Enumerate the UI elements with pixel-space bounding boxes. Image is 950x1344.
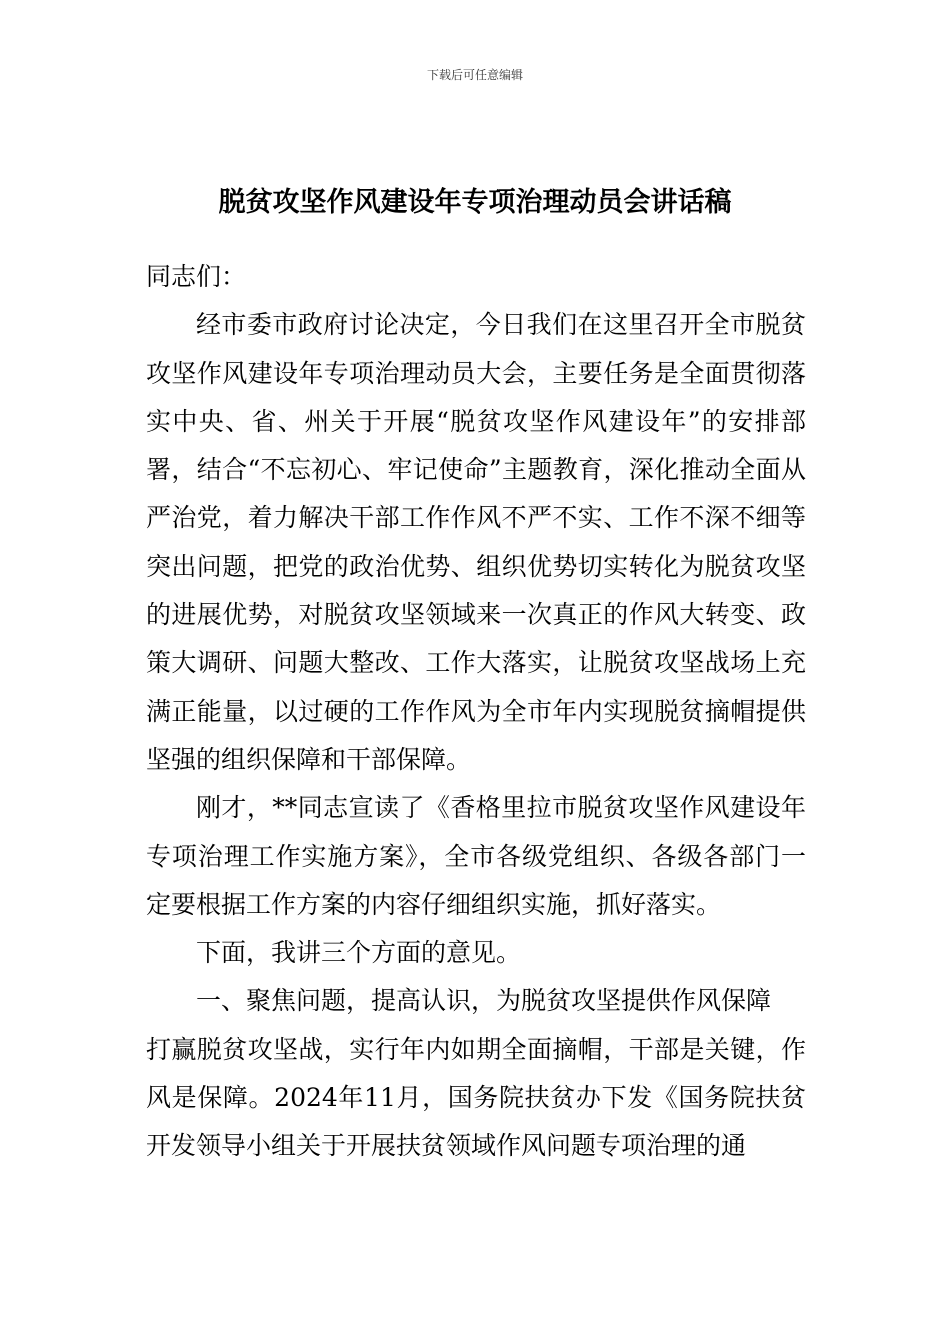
section-heading-1: 一、聚焦问题，提高认识，为脱贫攻坚提供作风保障 (196, 986, 772, 1016)
paragraph-section-1: 打赢脱贫攻坚战，实行年内如期全面摘帽，干部是关键，作风是保障。2024年11月，国务院扶贫办下发《国务院扶贫开发领导小组关于开展扶贫领域作风问题专项治理的通 (146, 1034, 806, 1161)
paragraph-outline: 下面，我讲三个方面的意见。 (196, 938, 522, 968)
document-title: 脱贫攻坚作风建设年专项治理动员会讲话稿 (218, 187, 732, 218)
document-body (146, 253, 806, 1171)
salutation: 同志们： (146, 262, 247, 291)
paragraph-plan: 刚才，**同志宣读了《香格里拉市脱贫攻坚作风建设年专项治理工作实施方案》，全市各级党组织、各级各部门一定要根据工作方案的内容仔细组织实施，抓好落实。 (146, 793, 806, 919)
header-note: 下载后可任意编辑 (426, 68, 523, 82)
paragraph-intro: 经市委市政府讨论决定，今日我们在这里召开全市脱贫攻坚作风建设年专项治理动员大会，主要任务是全面贯彻落实中央、省、州关于开展“脱贫攻坚作风建设年”的安排部署，结合“不忘初心、牢记使命”主题教育，深化推动全面从严治党，着力解决干部工作作风不严不实、工作不深不细等突出问题，把党的政治优势、组织优势切实转化为脱贫攻坚的进展优势，对脱贫攻坚领域来一次真正的作风大转变、政策大调研、问题大整改、工作大落实，让脱贫攻坚战场上充满正能量，以过硬的工作作风为全市年内实现脱贫摘帽提供坚强的组织保障和干部保障。 (146, 310, 806, 774)
